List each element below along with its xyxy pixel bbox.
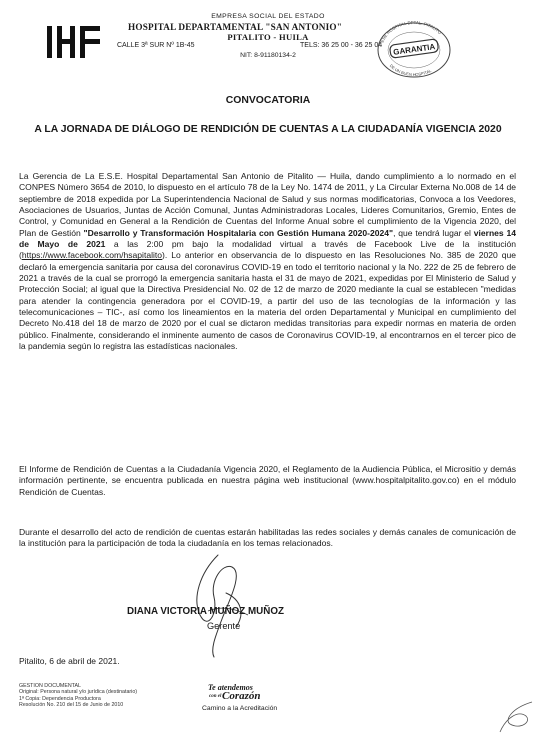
doc-line: GESTION DOCUMENTAL	[19, 683, 81, 689]
seal-center-text: GARANTIA	[392, 42, 436, 57]
p1-text-b: , que tendrá lugar el	[393, 227, 474, 238]
p1-text-c: a las 2:00 pm bajo la modalidad virtual a través de Facebook Live de la institución (	[19, 239, 516, 261]
city: PITALITO - HUILA	[227, 32, 309, 42]
phones: TELS: 36 25 00 - 36 25 04	[300, 42, 383, 49]
doc-line: Original: Persona natural y/o jurídica (destinatario)	[19, 689, 138, 696]
signatory-name: DIANA VICTORIA MUÑOZ MUÑOZ	[127, 606, 284, 617]
p1-text-a: La Gerencia de La E.S.E. Hospital Departamental San Antonio de Pitalito — Huila, dando cumplimiento a lo normado en el CONPES Número 3654 de 2010, lo dispuesto en el artículo 78 de la Ley No. 1474 de 2011, y La Circular Externa No.008 de 14 de septiembre de 2018 expedida por La Superintendencia Nacional de Salud y sus normas modificatorias, Convoca a los Veedores, Asociaciones de Usuarios, Juntas de Acción Comunal, Juntas Administradoras Locales, Lideres Comunitarios, Gremio, Entes de Control, y Comunidad en General a la Rendición de Cuentas del Informe Anual sobre el cumplimiento de la Vigencia 2020, del Plan de Gestión	[19, 171, 516, 238]
paragraph-2: El Informe de Rendición de Cuentas a la Ciudadanía Vigencia 2020, el Reglamento de la Audiencia Pública, el Micrositio y demás información pertinente, se encuentra publicada en nuestra página web institucional (www.hospitalpitalito.gov.co) en el módulo Rendición de Cuentas.	[19, 464, 516, 497]
signatory-role: Gerente	[207, 621, 241, 631]
hospital-name: HOSPITAL DEPARTAMENTAL "SAN ANTONIO"	[128, 22, 343, 32]
initials-mark-icon	[496, 692, 536, 734]
seal-top-text: ESE HOSPITAL DPTAL. PITALITO	[379, 19, 443, 44]
slogan-bottom: Camino a la Acreditación	[202, 705, 278, 712]
nit: NIT: 8-91180134-2	[240, 52, 296, 59]
doc-line: Resolución No. 210 del 15 de Junio de 2010	[19, 702, 124, 709]
guarantee-seal-icon	[374, 18, 454, 78]
facebook-link[interactable]: https://www.facebook.com/hsapitalito	[21, 250, 163, 261]
p1-text-d: ). Lo anterior en observancia de lo dispuesto en las Resoluciones No. 385 de 2020 que declaró la emergencia sanitaria por causa del coronavirus COVID-19 en todo el territorio nacional y la No. 222 de 25 de febrero de 2021 a través de la cual se prorrogó la emergencia sanitaria hasta el 31 de mayo de 2021, expedidas por El Ministerio de Salud y Protección Social; al igual que la Directiva Presidencial No. 02 de 12 de marzo de 2020 mediante la cual se establecen "medidas para atender la contingencia generadora por el COVID-19, a partir del uso de las tecnologías de la información y las telecomunicaciones – TIC-, así como los lineamientos en la materia del orden Departamental y Municipal en cumplimiento del Decreto No.418 del 18 de marzo de 2020 por el cual se dictaron medidas transitorias para expedir normas en materia de orden público. Finalmente, considerando el inminente aumento de casos de Coronavirus COVID-19, al encontrarnos en el tercer pico de la pandemia según lo registra las estadísticas nacionales.	[19, 250, 516, 352]
address: CALLE 3ª SUR Nº 1B-45	[117, 42, 195, 49]
seal-bottom-text: DE UN BUEN HOSPITAL	[388, 63, 433, 78]
slogan-big: Corazón	[222, 690, 261, 702]
document-title: CONVOCATORIA	[225, 95, 311, 106]
slogan-top: Te atendemos	[208, 683, 253, 692]
slogan-small: con el	[209, 694, 222, 699]
svg-text:DE UN BUEN HOSPITAL	[389, 63, 433, 77]
paragraph-3: Durante el desarrollo del acto de rendición de cuentas estarán habilitadas las redes sociales y demás canales de comunicación de la institución para la participación de toda la ciudadanía en los temas relacionados.	[19, 527, 516, 549]
doc-line: 1ª Copia: Dependencia Productora	[19, 695, 101, 702]
document-management-note	[19, 683, 137, 709]
paragraph-1	[19, 171, 516, 353]
event-date: viernes 14 de Mayo de 2021	[19, 227, 516, 250]
place-date: Pitalito, 6 de abril de 2021.	[19, 656, 120, 666]
plan-name: "Desarrollo y Transformación Hospitalaria con Gestión Humana 2020-2024"	[83, 227, 394, 238]
document-subtitle: A LA JORNADA DE DIÁLOGO DE RENDICIÓN DE CUENTAS A LA CIUDADANÍA VIGENCIA 2020	[34, 124, 502, 135]
org-line: EMPRESA SOCIAL DEL ESTADO	[211, 13, 325, 20]
